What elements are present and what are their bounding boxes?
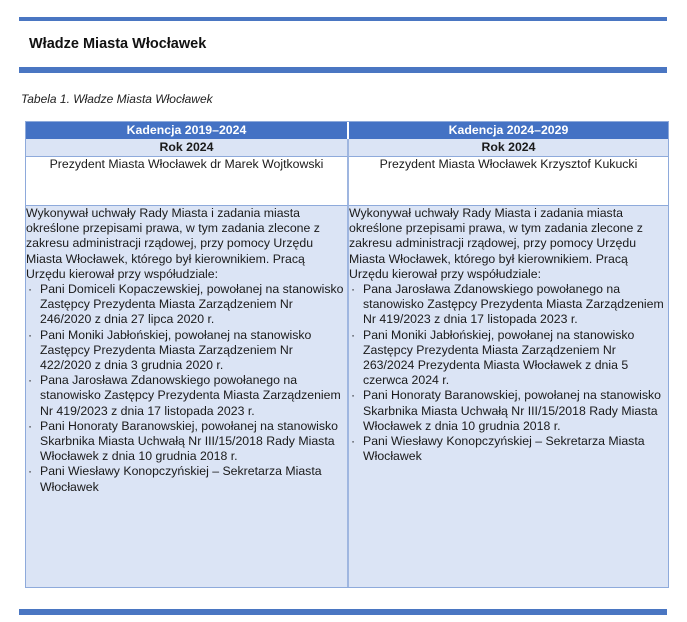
term-header-2: Kadencja 2024–2029: [349, 122, 668, 139]
bullet-icon: ·: [28, 327, 33, 342]
title-underline-rule: [19, 67, 667, 73]
duties-row: [26, 206, 668, 587]
bullet-icon: ·: [28, 282, 33, 297]
bullet-icon: ·: [28, 464, 33, 479]
bullet-icon: ·: [351, 388, 356, 403]
top-rule: [19, 17, 667, 21]
list-item: [349, 388, 668, 434]
list-item: [26, 373, 347, 419]
deputies-list: [26, 282, 347, 495]
list-item-text: Pani Wiesławy Konopczyńskiej – Sekretarza Miasta Włocławek: [363, 434, 645, 464]
authorities-table: [25, 121, 669, 588]
year-cell-1: Rok 2024: [26, 139, 349, 157]
year-row: [26, 139, 668, 157]
president-row: [26, 157, 668, 206]
list-item: [349, 282, 668, 328]
duties-cell-2: [349, 206, 668, 587]
list-item: [349, 328, 668, 389]
list-item-text: Pani Honoraty Baranowskiej, powołanej na stanowisko Skarbnika Miasta Uchwałą Nr III/15/2018 Rady Miasta Włocławek z dnia 10 grudnia 2018 r.: [363, 388, 662, 433]
list-item: [26, 464, 347, 494]
term-header-1: Kadencja 2019–2024: [26, 122, 349, 139]
bottom-rule: [19, 609, 667, 615]
duties-cell-1: [26, 206, 349, 587]
bullet-icon: ·: [351, 434, 356, 449]
duties-intro: Wykonywał uchwały Rady Miasta i zadania miasta określone przepisami prawa, w tym zadania zlecone z zakresu administracji rządowej, przy pomocy Urzędu Miasta Włocławek, którego był kierownikiem. Pracą Urzędu kierował przy współudziale:: [26, 206, 320, 281]
list-item: [349, 434, 668, 464]
list-item: [26, 328, 347, 374]
list-item-text: Pana Jarosława Zdanowskiego powołanego na stanowisko Zastępcy Prezydenta Miasta Zarządzeniem Nr 419/2023 z dnia 17 listopada 2023 r.: [40, 373, 341, 418]
bullet-icon: ·: [351, 282, 356, 297]
bullet-icon: ·: [28, 418, 33, 433]
bullet-icon: ·: [351, 327, 356, 342]
deputies-list: [349, 282, 668, 464]
president-cell-1: Prezydent Miasta Włocławek dr Marek Wojtkowski: [26, 157, 349, 206]
year-cell-2: Rok 2024: [349, 139, 668, 157]
list-item-text: Pani Honoraty Baranowskiej, powołanej na stanowisko Skarbnika Miasta Uchwałą Nr III/15/2018 Rady Miasta Włocławek z dnia 10 grudnia 2018 r.: [40, 418, 339, 464]
duties-intro: Wykonywał uchwały Rady Miasta i zadania miasta określone przepisami prawa, w tym zadania zlecone z zakresu administracji rządowej, przy pomocy Urzędu Miasta Włocławek, którego był kierownikiem. Pracą Urzędu kierował przy współudziale:: [349, 206, 643, 281]
bullet-icon: ·: [28, 373, 33, 388]
list-item-text: Pani Moniki Jabłońskiej, powołanej na stanowisko Zastępcy Prezydenta Miasta Zarządzeniem Nr 422/2020 z dnia 3 grudnia 2020 r.: [40, 327, 312, 373]
list-item: [26, 282, 347, 328]
president-cell-2: Prezydent Miasta Włocławek Krzysztof Kukucki: [349, 157, 668, 206]
section-title: Władze Miasta Włocławek: [29, 36, 207, 52]
term-header-row: [26, 122, 668, 139]
list-item: [26, 419, 347, 465]
list-item-text: Pana Jarosława Zdanowskiego powołanego na stanowisko Zastępcy Prezydenta Miasta Zarządzeniem Nr 419/2023 z dnia 17 listopada 2023 r.: [363, 282, 664, 327]
list-item-text: Pani Wiesławy Konopczyńskiej – Sekretarza Miasta Włocławek: [40, 464, 322, 494]
list-item-text: Pani Moniki Jabłońskiej, powołanej na stanowisko Zastępcy Prezydenta Miasta Zarządzeniem Nr 263/2024 Prezydenta Miasta Włocławek z dnia 5 czerwca 2024 r.: [363, 327, 635, 388]
table-caption: Tabela 1. Władze Miasta Włocławek: [21, 92, 213, 106]
list-item-text: Pani Domiceli Kopaczewskiej, powołanej na stanowisko Zastępcy Prezydenta Miasta Zarządzeniem Nr 246/2020 z dnia 27 lipca 2020 r.: [40, 282, 344, 327]
